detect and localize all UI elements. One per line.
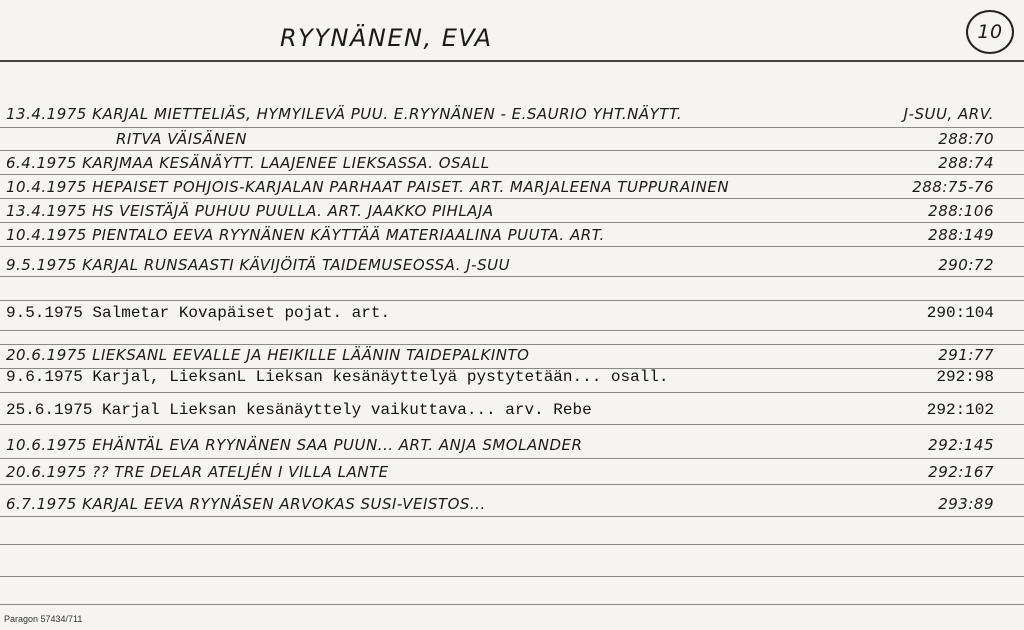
entry-reference: 292:167 [928, 463, 994, 481]
entry-text: 10.4.1975 PIENTALO EEVA RYYNÄNEN KÄYTTÄÄ MATERIAALINA PUUTA. ART. [6, 226, 605, 244]
card-entry [0, 493, 1024, 515]
card-entry [0, 152, 1024, 174]
card-entry [0, 224, 1024, 246]
entry-text: 20.6.1975 LIEKSANL EEVALLE JA HEIKILLE LÄÄNIN TAIDEPALKINTO [6, 346, 530, 364]
ruled-line [0, 300, 1024, 301]
ruled-line [0, 276, 1024, 277]
card-entry [0, 461, 1024, 483]
card-entry [0, 302, 1024, 324]
entry-reference: 288:70 [938, 130, 994, 148]
entry-reference: J-SUU, ARV. [903, 105, 994, 123]
ruled-line [0, 604, 1024, 605]
ruled-line [0, 544, 1024, 545]
entry-text: 6.4.1975 KARJMAA KESÄNÄYTT. LAAJENEE LIEKSASSA. OSALL [6, 154, 490, 172]
entry-text: 20.6.1975 ?? TRE DELAR ATELJÉN I VILLA LANTE [6, 463, 389, 481]
entry-reference: 288:106 [928, 202, 994, 220]
ruled-line [0, 174, 1024, 175]
card-footer-print: Paragon 57434/711 [4, 614, 83, 624]
ruled-line [0, 484, 1024, 485]
entry-reference: 288:75-76 [912, 178, 994, 196]
ruled-line [0, 424, 1024, 425]
entry-reference: 290:72 [938, 256, 994, 274]
entry-text: RITVA VÄISÄNEN [116, 130, 247, 148]
ruled-line [0, 198, 1024, 199]
entry-text: 25.6.1975 Karjal Lieksan kesänäyttely vaikuttava... arv. Rebe [6, 401, 592, 419]
ruled-line [0, 150, 1024, 151]
entry-reference: 292:145 [928, 436, 994, 454]
card-entry [0, 399, 1024, 421]
entry-text: 10.4.1975 HEPAISET POHJOIS-KARJALAN PARHAAT PAISET. ART. MARJALEENA TUPPURAINEN [6, 178, 730, 196]
entry-text: 6.7.1975 KARJAL EEVA RYYNÄSEN ARVOKAS SUSI-VEISTOS... [6, 495, 486, 513]
card-entry [0, 128, 1024, 150]
card-entry [0, 366, 1024, 388]
card-heading: RYYNÄNEN, EVA [280, 24, 493, 52]
ruled-line [0, 246, 1024, 247]
entry-text: 9.6.1975 Karjal, LieksanL Lieksan kesänäyttelyä pystytetään... osall. [6, 368, 669, 386]
ruled-line [0, 516, 1024, 517]
entry-text: 13.4.1975 KARJAL MIETTELIÄS, HYMYILEVÄ PUU. E.RYYNÄNEN - E.SAURIO YHT.NÄYTT. [6, 105, 683, 123]
card-entry [0, 254, 1024, 276]
card-entry [0, 434, 1024, 456]
entry-reference: 293:89 [938, 495, 994, 513]
ruled-line [0, 330, 1024, 331]
top-rule [0, 60, 1024, 62]
entry-reference: 292:98 [936, 368, 994, 386]
card-entry [0, 176, 1024, 198]
card-entry [0, 200, 1024, 222]
entry-text: 9.5.1975 KARJAL RUNSAASTI KÄVIJÖITÄ TAIDEMUSEOSSA. J-SUU [6, 256, 511, 274]
entry-reference: 290:104 [926, 304, 994, 322]
entry-text: 10.6.1975 EHÄNTÄL EVA RYYNÄNEN SAA PUUN... ART. ANJA SMOLANDER [6, 436, 583, 454]
entry-reference: 291:77 [938, 346, 994, 364]
entry-text: 9.5.1975 Salmetar Kovapäiset pojat. art. [6, 304, 391, 322]
ruled-line [0, 576, 1024, 577]
card-entry [0, 344, 1024, 366]
card-entry [0, 103, 1024, 125]
ruled-line [0, 458, 1024, 459]
entry-reference: 288:74 [938, 154, 994, 172]
entry-text: 13.4.1975 HS VEISTÄJÄ PUHUU PUULLA. ART. JAAKKO PIHLAJA [6, 202, 494, 220]
entry-reference: 288:149 [928, 226, 994, 244]
ruled-line [0, 392, 1024, 393]
card-number-circle: 10 [966, 10, 1014, 54]
entry-reference: 292:102 [926, 401, 994, 419]
ruled-line [0, 222, 1024, 223]
